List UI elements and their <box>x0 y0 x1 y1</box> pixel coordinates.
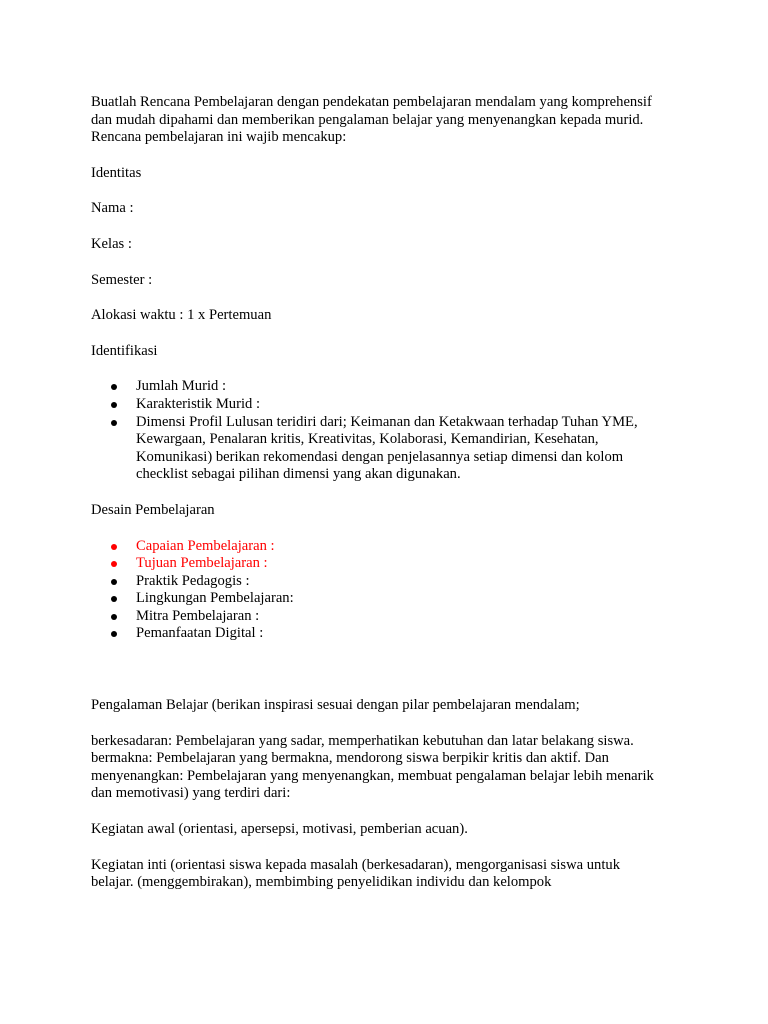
bullet-icon <box>111 384 117 390</box>
list-item <box>91 538 691 556</box>
intro-line: dan mudah dipahami dan memberikan pengalaman belajar yang menyenangkan kepada murid. <box>91 111 644 128</box>
field-nama: Nama : <box>91 200 134 217</box>
field-alokasi-waktu: Alokasi waktu : 1 x Pertemuan <box>91 307 272 324</box>
pengalaman-heading: Pengalaman Belajar (berikan inspirasi sesuai dengan pilar pembelajaran mendalam; <box>91 697 580 714</box>
list-item-text: Tujuan Pembelajaran : <box>136 555 268 572</box>
desain-heading: Desain Pembelajaran <box>91 501 215 518</box>
list-item <box>91 396 691 414</box>
list-item <box>91 555 691 573</box>
pilar-line: bermakna: Pembelajaran yang bermakna, mendorong siswa berpikir kritis dan aktif. Dan <box>91 750 609 767</box>
bullet-icon <box>111 631 117 637</box>
intro-paragraph <box>91 94 691 147</box>
bullet-icon <box>111 420 117 426</box>
intro-line: Rencana pembelajaran ini wajib mencakup: <box>91 129 347 146</box>
list-item <box>91 590 691 608</box>
list-item-text: Lingkungan Pembelajaran: <box>136 590 294 607</box>
pilar-paragraph <box>91 733 691 803</box>
bullet-icon <box>111 544 117 550</box>
list-item <box>91 378 691 396</box>
list-item-text: Kewargaan, Penalaran kritis, Kreativitas, Kolaborasi, Kemandirian, Kesehatan, <box>136 431 599 448</box>
kegiatan-awal: Kegiatan awal (orientasi, apersepsi, motivasi, pemberian acuan). <box>91 821 468 838</box>
identitas-heading: Identitas <box>91 164 142 181</box>
bullet-icon <box>111 614 117 620</box>
desain-list <box>91 538 691 644</box>
list-item-text: Pemanfaatan Digital : <box>136 625 264 642</box>
bullet-icon <box>111 561 117 567</box>
field-kelas: Kelas : <box>91 235 132 252</box>
intro-line: Buatlah Rencana Pembelajaran dengan pendekatan pembelajaran mendalam yang komprehensif <box>91 94 652 110</box>
list-item-text: Karakteristik Murid : <box>136 395 261 412</box>
list-item-text: Dimensi Profil Lulusan teridiri dari; Keimanan dan Ketakwaan terhadap Tuhan YME, <box>136 413 638 430</box>
list-item <box>91 414 691 484</box>
pilar-line: dan memotivasi) yang terdiri dari: <box>91 785 291 802</box>
kegiatan-inti-line: belajar. (menggembirakan), membimbing penyelidikan individu dan kelompok <box>91 874 552 891</box>
list-item-text: Praktik Pedagogis : <box>136 572 250 589</box>
identifikasi-list <box>91 378 691 484</box>
blank-gap <box>91 661 691 679</box>
list-item-text: Mitra Pembelajaran : <box>136 607 260 624</box>
list-item-text: checklist sebagai pilihan dimensi yang akan digunakan. <box>136 466 461 483</box>
list-item-text: Komunikasi) berikan rekomendasi dengan penjelasannya setiap dimensi dan kolom <box>136 448 624 465</box>
kegiatan-inti <box>91 857 691 892</box>
pilar-line: berkesadaran: Pembelajaran yang sadar, memperhatikan kebutuhan dan latar belakang siswa. <box>91 732 634 749</box>
identifikasi-heading: Identifikasi <box>91 342 158 359</box>
pilar-line: menyenangkan: Pembelajaran yang menyenangkan, membuat pengalaman belajar lebih menarik <box>91 767 654 784</box>
list-item-text: Jumlah Murid : <box>136 378 226 395</box>
list-item <box>91 608 691 626</box>
blank-gap <box>91 679 691 697</box>
kegiatan-inti-line: Kegiatan inti (orientasi siswa kepada masalah (berkesadaran), mengorganisasi siswa untuk <box>91 856 620 873</box>
list-item-text: Capaian Pembelajaran : <box>136 537 275 554</box>
document-page <box>91 94 691 910</box>
bullet-icon <box>111 596 117 602</box>
bullet-icon <box>111 402 117 408</box>
list-item <box>91 573 691 591</box>
list-item <box>91 625 691 643</box>
field-semester: Semester : <box>91 271 153 288</box>
bullet-icon <box>111 579 117 585</box>
